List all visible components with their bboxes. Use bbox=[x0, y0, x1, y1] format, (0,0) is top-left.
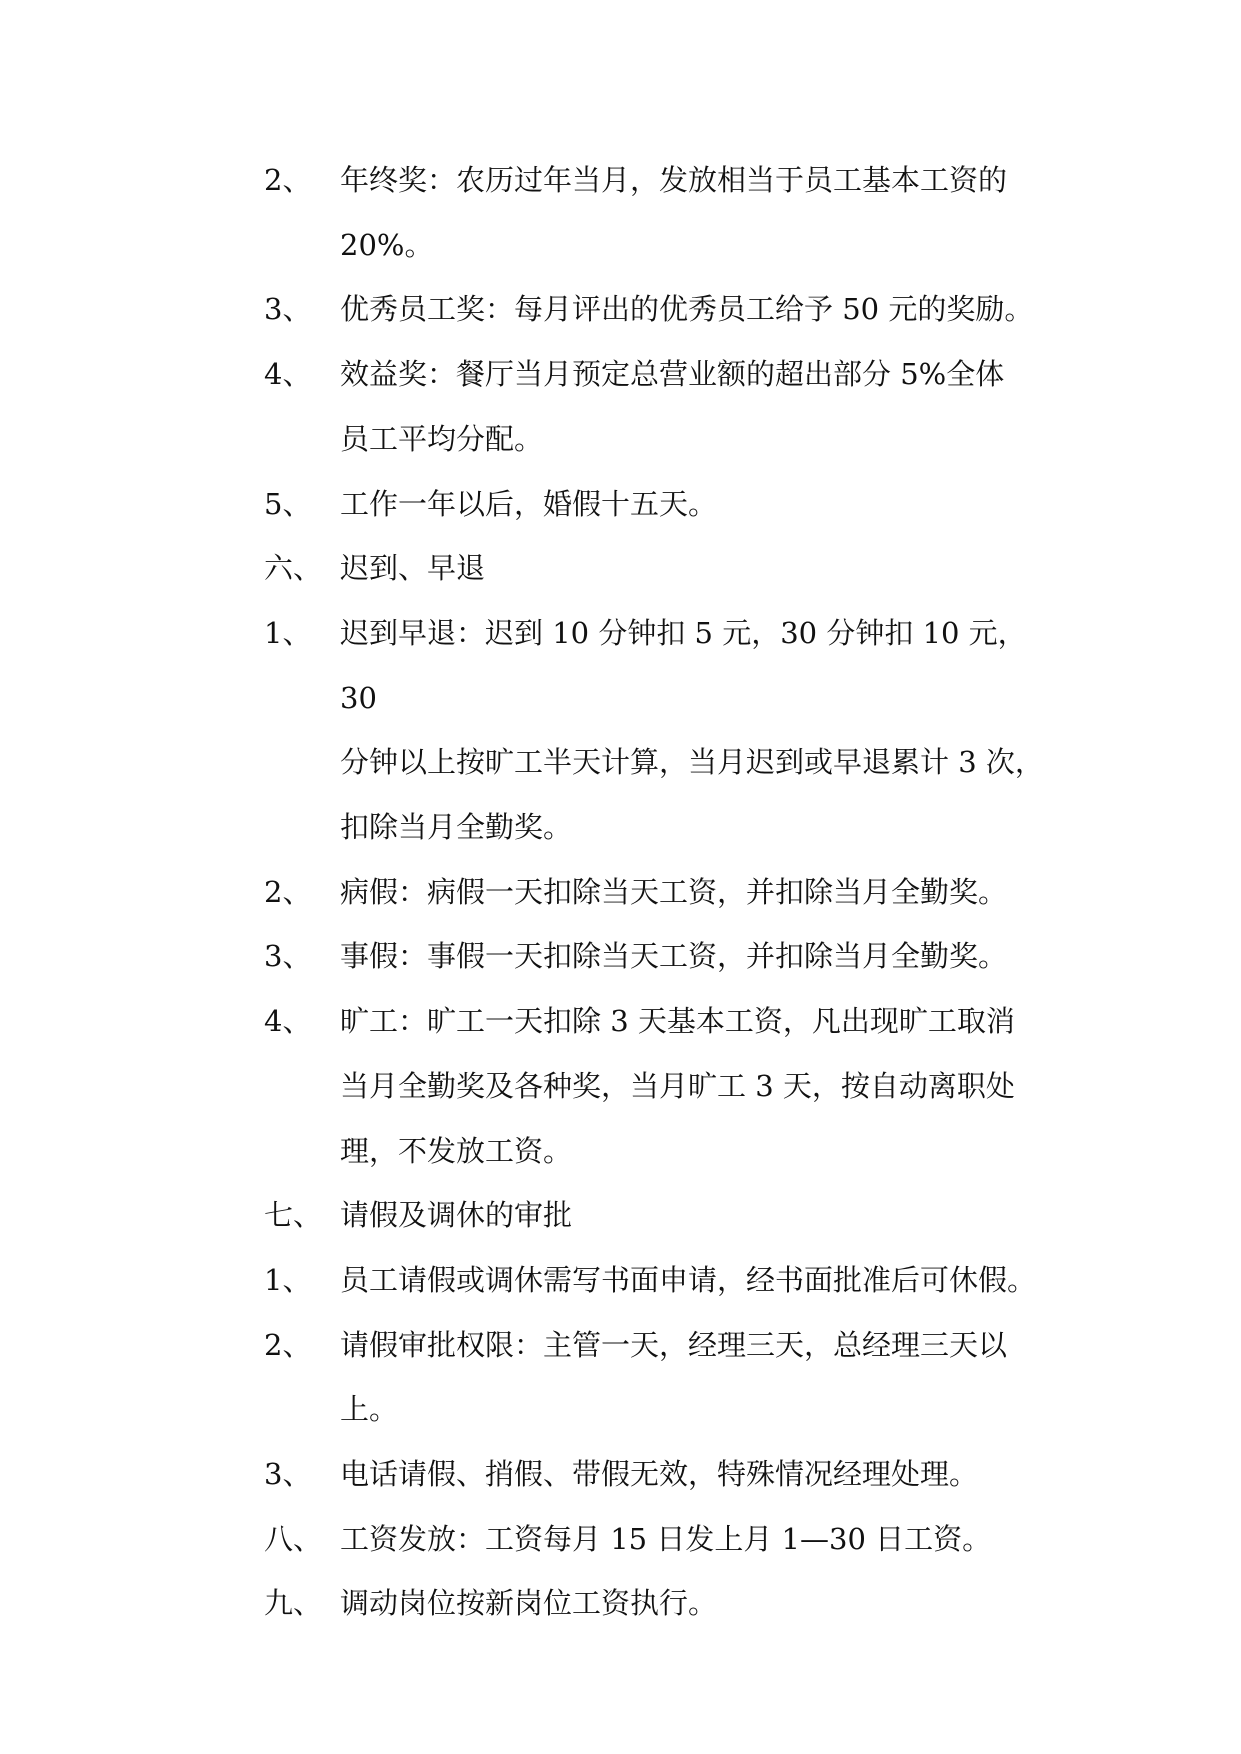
text-line: 工作一年以后，婚假十五天。 bbox=[340, 486, 718, 521]
text-line: 迟到、早退 bbox=[340, 551, 486, 586]
item-number: 2、 bbox=[264, 874, 312, 909]
item-text bbox=[340, 1507, 1060, 1572]
item-text bbox=[340, 1183, 1060, 1248]
text-line: 优秀员工奖：每月评出的优秀员工给予 50 元的奖励。 bbox=[340, 292, 1034, 327]
item-number: 2、 bbox=[264, 163, 312, 197]
text-line: 员工平均分配。 bbox=[340, 421, 544, 456]
list-item bbox=[264, 860, 1064, 925]
item-text bbox=[340, 860, 1060, 925]
item-text bbox=[340, 148, 1060, 277]
text-line: 旷工：旷工一天扣除 3 天基本工资，凡出现旷工取消 bbox=[340, 1004, 1015, 1039]
list-item bbox=[264, 1248, 1064, 1313]
text-line: 分钟以上按旷工半天计算，当月迟到或早退累计 3 次， bbox=[340, 745, 1044, 780]
item-text bbox=[340, 536, 1060, 601]
text-line: 理，不发放工资。 bbox=[340, 1133, 573, 1168]
item-number: 3、 bbox=[264, 292, 312, 327]
text-line: 事假：事假一天扣除当天工资，并扣除当月全勤奖。 bbox=[340, 939, 1008, 974]
item-text bbox=[340, 472, 1060, 537]
list-item bbox=[264, 1183, 1064, 1248]
item-text bbox=[340, 1571, 1060, 1636]
item-number: 5、 bbox=[264, 486, 312, 521]
text-line: 迟到早退：迟到 10 分钟扣 5 元，30 分钟扣 10 元，30 bbox=[340, 615, 1027, 715]
text-line: 扣除当月全勤奖。 bbox=[340, 810, 573, 845]
item-text bbox=[340, 1248, 1060, 1313]
list-item bbox=[264, 342, 1064, 471]
document-body bbox=[264, 148, 1064, 1636]
text-line: 当月全勤奖及各种奖，当月旷工 3 天，按自动离职处 bbox=[340, 1068, 1015, 1103]
item-text bbox=[340, 1313, 1060, 1442]
item-text bbox=[340, 601, 1060, 860]
text-line: 工资发放：工资每月 15 日发上月 1—30 日工资。 bbox=[340, 1521, 992, 1556]
list-item bbox=[264, 1442, 1064, 1507]
item-number: 1、 bbox=[264, 615, 312, 650]
item-number: 1、 bbox=[264, 1262, 312, 1297]
list-item bbox=[264, 472, 1064, 537]
item-number: 六、 bbox=[264, 551, 323, 586]
list-item bbox=[264, 989, 1064, 1183]
text-line: 效益奖：餐厅当月预定总营业额的超出部分 5%全体 bbox=[340, 357, 1005, 392]
item-number: 2、 bbox=[264, 1327, 312, 1362]
list-item bbox=[264, 148, 1064, 277]
list-item bbox=[264, 277, 1064, 342]
item-number: 七、 bbox=[264, 1198, 323, 1233]
item-number: 八、 bbox=[264, 1521, 323, 1556]
list-item bbox=[264, 1507, 1064, 1572]
list-item bbox=[264, 536, 1064, 601]
item-text bbox=[340, 924, 1060, 989]
item-number: 4、 bbox=[264, 357, 312, 392]
text-line: 调动岗位按新岗位工资执行。 bbox=[340, 1586, 718, 1621]
text-line: 员工请假或调休需写书面申请，经书面批准后可休假。 bbox=[340, 1262, 1037, 1297]
text-line: 年终奖：农历过年当月，发放相当于员工基本工资的 bbox=[340, 163, 1008, 197]
item-text bbox=[340, 1442, 1060, 1507]
list-item bbox=[264, 1571, 1064, 1636]
text-line: 上。 bbox=[340, 1392, 399, 1427]
item-number: 4、 bbox=[264, 1004, 312, 1039]
item-number: 3、 bbox=[264, 939, 312, 974]
text-line: 电话请假、捎假、带假无效，特殊情况经理处理。 bbox=[340, 1457, 979, 1492]
item-text bbox=[340, 277, 1060, 342]
text-line: 病假：病假一天扣除当天工资，并扣除当月全勤奖。 bbox=[340, 874, 1008, 909]
list-item bbox=[264, 1313, 1064, 1442]
text-line: 请假审批权限：主管一天，经理三天，总经理三天以 bbox=[340, 1327, 1008, 1362]
list-item bbox=[264, 601, 1064, 860]
item-text bbox=[340, 342, 1060, 471]
text-line: 请假及调休的审批 bbox=[340, 1198, 573, 1233]
item-number: 九、 bbox=[264, 1586, 323, 1621]
item-number: 3、 bbox=[264, 1457, 312, 1492]
list-item bbox=[264, 924, 1064, 989]
text-line: 20%。 bbox=[340, 227, 434, 262]
item-text bbox=[340, 989, 1060, 1183]
